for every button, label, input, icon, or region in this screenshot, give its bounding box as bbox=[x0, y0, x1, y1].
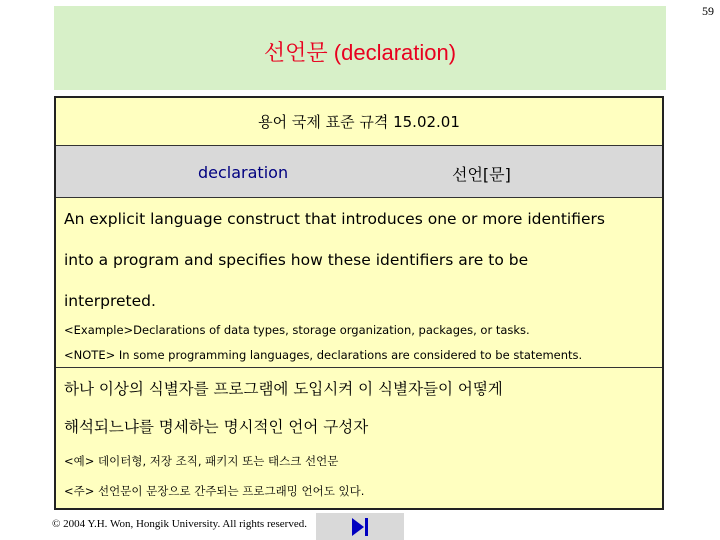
english-definition-line: interpreted. bbox=[64, 292, 156, 310]
english-definition bbox=[56, 198, 662, 368]
title-band bbox=[54, 6, 666, 90]
english-example: <Example>Declarations of data types, storage organization, packages, or tasks. bbox=[64, 323, 530, 337]
page-number: 59 bbox=[702, 4, 714, 18]
english-definition-line: into a program and specifies how these identifiers are to be bbox=[64, 251, 529, 269]
english-note: <NOTE> In some programming languages, declarations are considered to be statements. bbox=[64, 348, 583, 362]
slide-title: 선언문 (declaration) bbox=[263, 40, 457, 65]
english-definition-line: An explicit language construct that introduces one or more identifiers bbox=[64, 210, 605, 228]
next-slide-button[interactable] bbox=[316, 513, 404, 540]
next-slide-icon bbox=[349, 516, 371, 538]
term-english: declaration bbox=[198, 163, 289, 182]
standard-header: 용어 국제 표준 규격 15.02.01 bbox=[56, 98, 662, 146]
korean-example: <예> 데이터형, 저장 조직, 패키지 또는 태스크 선언문 bbox=[64, 454, 339, 468]
definition-box bbox=[54, 96, 664, 510]
korean-definition-line: 해석되느냐를 명세하는 명시적인 언어 구성자 bbox=[64, 418, 369, 436]
korean-definition bbox=[56, 368, 662, 512]
korean-definition-line: 하나 이상의 식별자를 프로그램에 도입시켜 이 식별자들이 어떻게 bbox=[64, 380, 503, 398]
copyright-footer: © 2004 Y.H. Won, Hongik University. All rights reserved. bbox=[52, 518, 307, 530]
term-korean: 선언[문] bbox=[452, 165, 511, 184]
term-row bbox=[56, 146, 662, 198]
korean-note: <주> 선언문이 문장으로 간주되는 프로그래밍 언어도 있다. bbox=[64, 484, 365, 498]
